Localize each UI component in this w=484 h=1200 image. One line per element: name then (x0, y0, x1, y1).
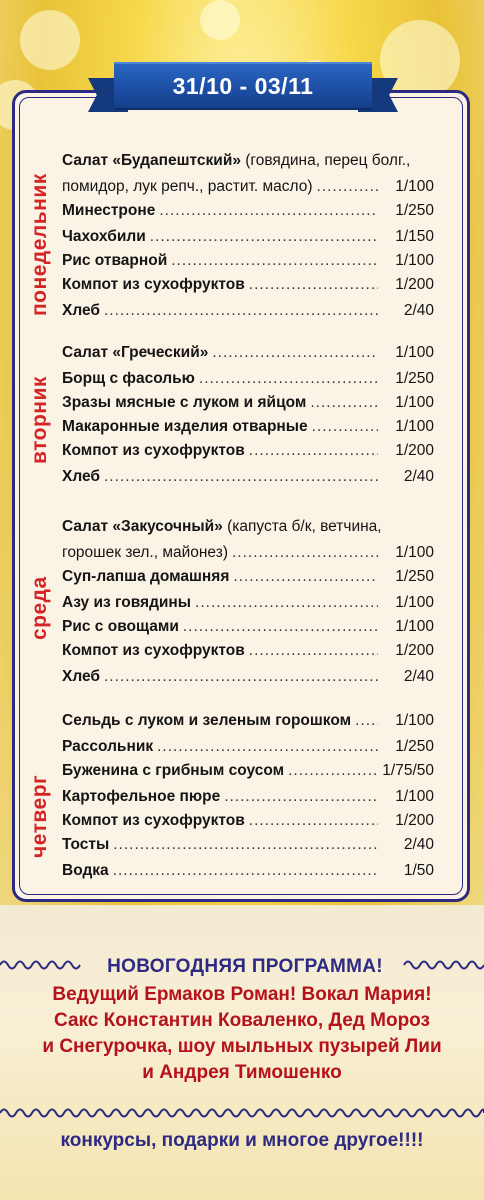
menu-item: Салат «Греческий» ..... 1/100 (62, 344, 434, 366)
day-label-thursday: четверг (28, 774, 51, 858)
menu-item: Салат «Будапештский» (говядина, перец болг., (62, 152, 411, 169)
menu-item: Водка ..... 1/50 (62, 862, 434, 884)
menu-item: Рассольник ..... 1/250 (62, 738, 434, 760)
menu-item: Чахохбили ..... 1/150 (62, 228, 434, 250)
day-label-tuesday: вторник (28, 376, 51, 464)
menu-item: Рис отварной ..... 1/100 (62, 252, 434, 274)
day-label-monday: понедельник (28, 173, 51, 316)
menu-item: Тосты ..... 2/40 (62, 836, 434, 858)
date-ribbon (88, 56, 398, 122)
promo-line: Сакс Константин Коваленко, Дед Мороз (54, 1010, 430, 1031)
promo-line: и Снегурочка, шоу мыльных пузырей Лии (42, 1036, 442, 1057)
menu-item: Борщ с фасолью ..... 1/250 (62, 370, 434, 392)
footer-tagline: конкурсы, подарки и многое другое!!!! (60, 1130, 424, 1151)
menu-item: Рис с овощами ..... 1/100 (62, 618, 434, 640)
menu-item-continuation: помидор, лук репч., растит. масло) ..... 1/100 (62, 178, 434, 200)
promo-line: и Андрея Тимошенко (142, 1062, 342, 1083)
menu-item: Суп-лапша домашняя ..... 1/250 (62, 568, 434, 590)
menu-item: Хлеб ..... 2/40 (62, 468, 434, 490)
date-range: 31/10 - 03/11 (114, 62, 372, 110)
menu-item-continuation: горошек зел., майонез) ..... 1/100 (62, 544, 434, 566)
menu-item: Компот из сухофруктов ..... 1/200 (62, 442, 434, 464)
menu-item: Сельдь с луком и зеленым горошком ..... 1/100 (62, 712, 434, 734)
menu-item: Буженина с грибным соусом ..... 1/75/50 (62, 762, 434, 784)
menu-item: Компот из сухофруктов ..... 1/200 (62, 276, 434, 298)
menu-item: Салат «Закусочный» (капуста б/к, ветчина, (62, 518, 382, 535)
background-sparkle (20, 10, 80, 70)
promo-line: Ведущий Ермаков Роман! Вокал Мария! (52, 984, 432, 1005)
menu-item: Хлеб ..... 2/40 (62, 302, 434, 324)
menu-item: Зразы мясные с луком и яйцом ..... 1/100 (62, 394, 434, 416)
menu-item: Азу из говядины ..... 1/100 (62, 594, 434, 616)
menu-item: Компот из сухофруктов ..... 1/200 (62, 812, 434, 834)
wavy-divider-bottom (0, 1106, 484, 1120)
menu-item: Макаронные изделия отварные ..... 1/100 (62, 418, 434, 440)
background-sparkle (200, 0, 240, 40)
day-label-wednesday: среда (28, 576, 51, 640)
menu-item: Минестроне ..... 1/250 (62, 202, 434, 224)
promo-title: НОВОГОДНЯЯ ПРОГРАММА! (107, 956, 383, 977)
menu-item: Картофельное пюре ..... 1/100 (62, 788, 434, 810)
menu-item: Хлеб ..... 2/40 (62, 668, 434, 690)
promo-text (0, 982, 484, 1086)
menu-item: Компот из сухофруктов ..... 1/200 (62, 642, 434, 664)
